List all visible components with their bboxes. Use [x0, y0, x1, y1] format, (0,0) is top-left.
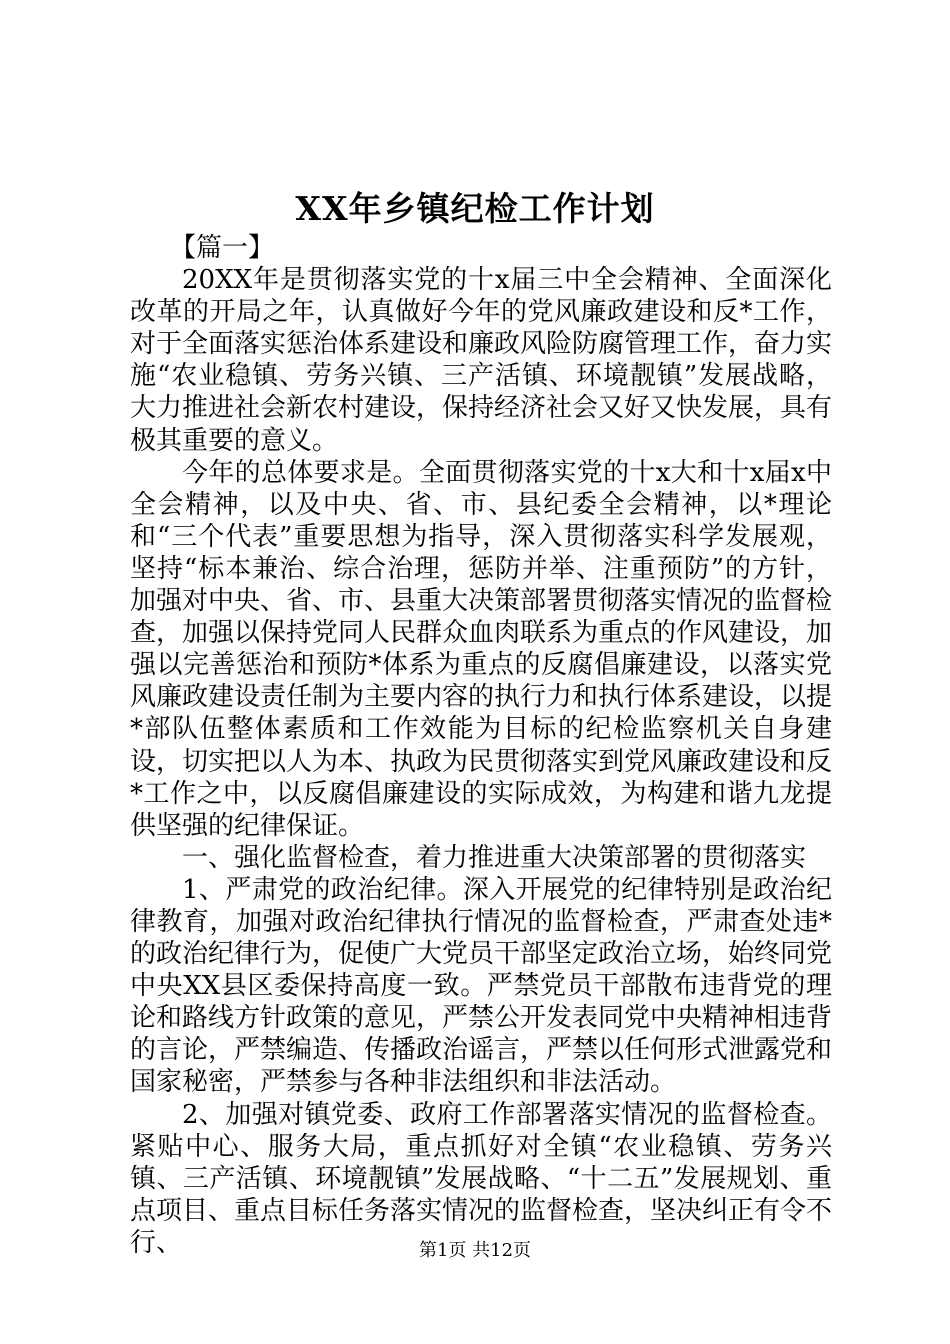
section-label: 【篇一】: [170, 233, 275, 263]
document-title: XX年乡镇纪检工作计划: [295, 189, 655, 228]
heading-section-one: 一、强化监督检查，着力推进重大决策部署的贯彻落实: [182, 842, 807, 873]
paragraph-item-1: 1、严肃党的政治纪律。深入开展党的纪律特别是政治纪律教育，加强对政治纪律执行情况的监督检查，严肃查处违*的政治纪律行为，促使广大党员干部坚定政治立场，始终同党中央XX县区委保持高度一致。严禁党员干部散布违背党的理论和路线方针政策的意见，严禁公开发表同党中央精神相违背的言论，严禁编造、传播政治谣言，严禁以任何形式泄露党和国家秘密，严禁参与各种非法组织和非法活动。: [130, 874, 833, 1098]
paragraph-item-2: 2、加强对镇党委、政府工作部署落实情况的监督检查。紧贴中心、服务大局，重点抓好对全镇“农业稳镇、劳务兴镇、三产活镇、环境靓镇”发展战略、“十二五”发展规划、重点项目、重点目标任务落实情况的监督检查，坚决纠正有令不行、: [130, 1099, 833, 1258]
page-footer: 第1页 共12页: [418, 1240, 532, 1261]
paragraph-requirements: 今年的总体要求是。全面贯彻落实党的十x大和十x届x中全会精神，以及中央、省、市、县纪委全会精神，以*理论和“三个代表”重要思想为指导，深入贯彻落实科学发展观，坚持“标本兼治、综合治理，惩防并举、注重预防”的方针，加强对中央、省、市、县重大决策部署贯彻落实情况的监督检查，加强以保持党同人民群众血肉联系为重点的作风建设，加强以完善惩治和预防*体系为重点的反腐倡廉建设，以落实党风廉政建设责任制为主要内容的执行力和执行体系建设，以提*部队伍整体素质和工作效能为目标的纪检监察机关自身建设，切实把以人为本、执政为民贯彻落实到党风廉政建设和反*工作之中，以反腐倡廉建设的实际成效，为构建和谐九龙提供坚强的纪律保证。: [130, 457, 833, 841]
paragraph-intro: 20XX年是贯彻落实党的十x届三中全会精神、全面深化改革的开局之年，认真做好今年的党风廉政建设和反*工作，对于全面落实惩治体系建设和廉政风险防腐管理工作，奋力实施“农业稳镇、劳务兴镇、三产活镇、环境靓镇”发展战略，大力推进社会新农村建设，保持经济社会又好又快发展，具有极其重要的意义。: [130, 265, 833, 456]
document-body: [130, 232, 832, 1259]
